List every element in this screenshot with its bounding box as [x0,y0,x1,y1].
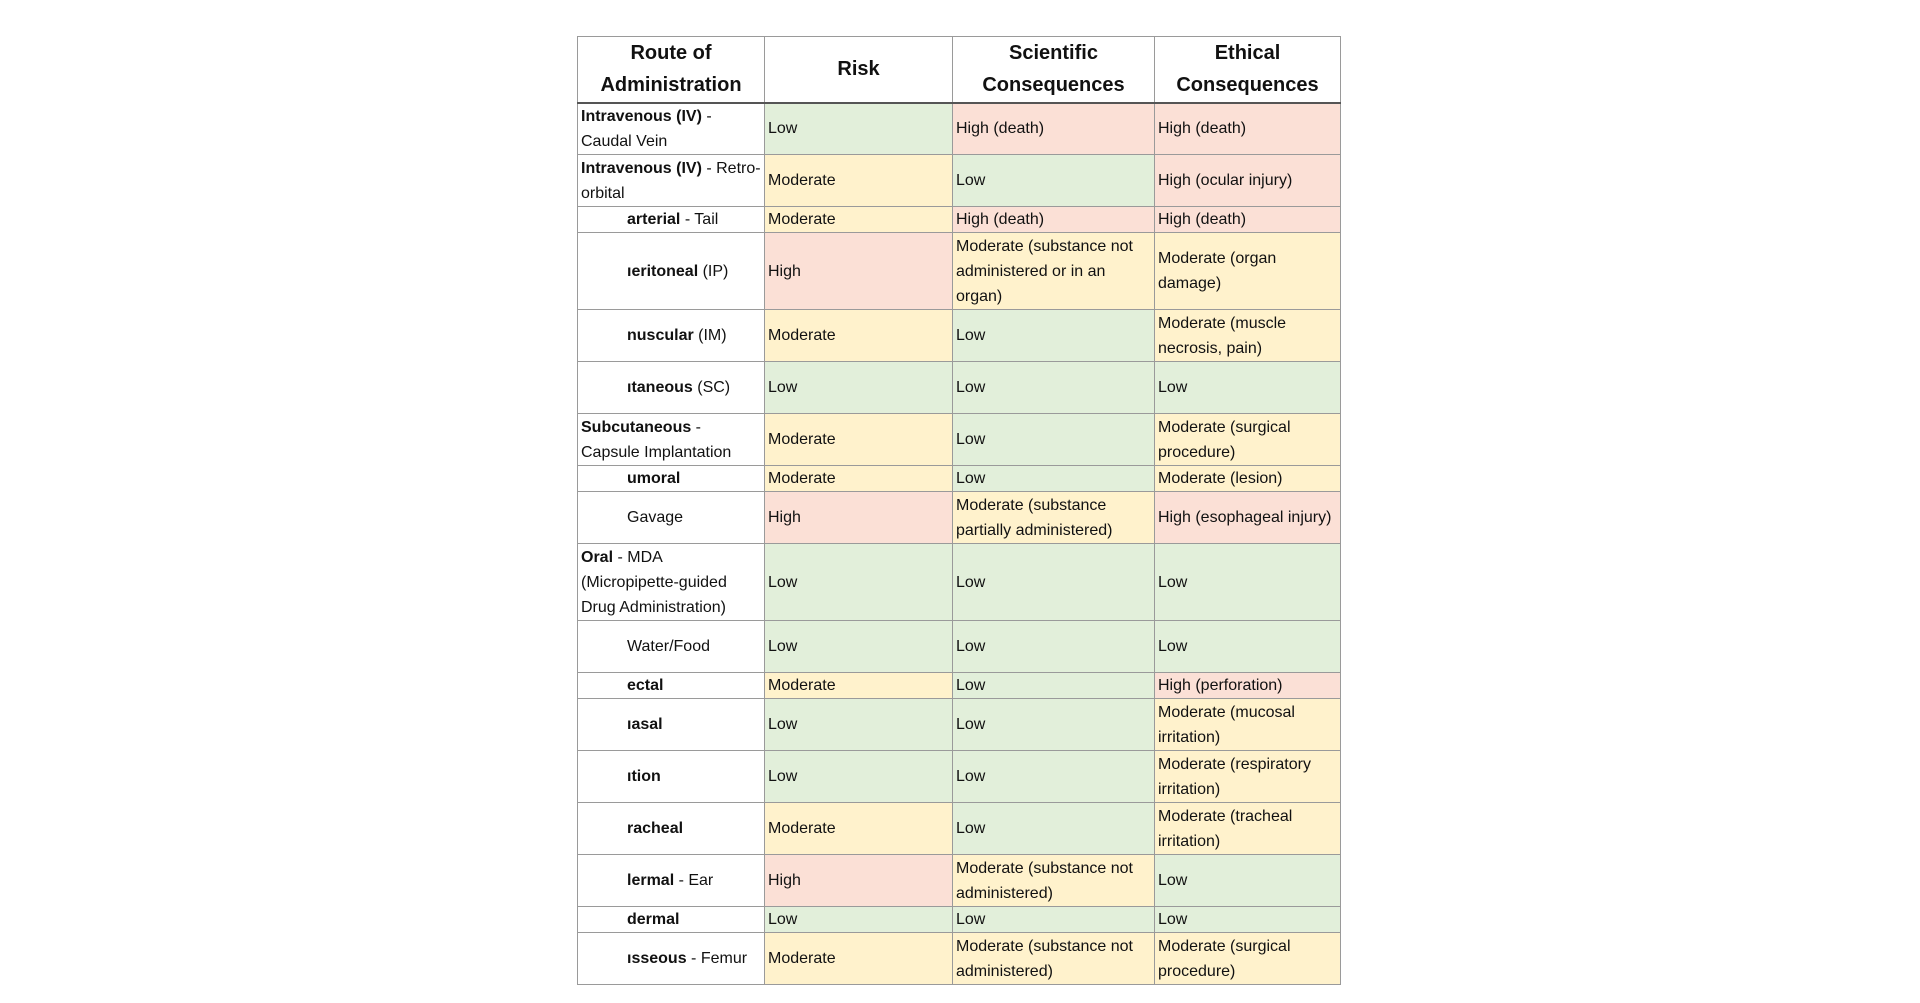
route-cell [578,544,765,621]
ethical-consequence-cell: High (perforation) [1155,673,1341,699]
scientific-consequence-cell: Low [953,699,1155,751]
ethical-consequence-cell: High (ocular injury) [1155,155,1341,207]
route-detail: - Retro-orbital [581,159,761,202]
table-row [578,362,1341,414]
risk-cell: High [765,492,953,544]
ethical-consequence-cell: Moderate (organ damage) [1155,233,1341,310]
table-row [578,310,1341,362]
route-detail: Water/Food [627,638,710,655]
table-row [578,699,1341,751]
risk-cell: Low [765,621,953,673]
scientific-consequence-cell: Low [953,414,1155,466]
route-risk-table [577,36,1341,985]
route-name: nuscular [627,327,694,344]
table-body [578,103,1341,985]
route-cell [578,673,765,699]
route-cell [578,907,765,933]
scientific-consequence-cell: Low [953,544,1155,621]
ethical-consequence-cell: High (death) [1155,103,1341,155]
table-header-row [578,37,1341,103]
scientific-consequence-cell: Low [953,673,1155,699]
table-row [578,155,1341,207]
risk-cell: Moderate [765,803,953,855]
ethical-consequence-cell: High (esophageal injury) [1155,492,1341,544]
risk-cell: Moderate [765,933,953,985]
scientific-consequence-cell: High (death) [953,103,1155,155]
route-name: arterial [627,211,681,228]
route-cell [578,103,765,155]
ethical-consequence-cell: Low [1155,362,1341,414]
ethical-consequence-cell: Moderate (surgical procedure) [1155,414,1341,466]
header-risk: Risk [765,37,953,103]
scientific-consequence-cell: Moderate (substance not administered or in an organ) [953,233,1155,310]
route-name: ısseous [627,950,687,967]
route-name: ıasal [627,716,663,733]
scientific-consequence-cell: High (death) [953,207,1155,233]
route-cell [578,362,765,414]
route-cell [578,466,765,492]
route-cell [578,155,765,207]
ethical-consequence-cell: Moderate (tracheal irritation) [1155,803,1341,855]
table-row [578,855,1341,907]
risk-cell: High [765,855,953,907]
risk-cell: Low [765,362,953,414]
risk-cell: Low [765,699,953,751]
route-detail: (IP) [698,262,729,280]
route-name: ıeritoneal [627,262,699,280]
route-detail: - Caudal Vein [581,107,712,150]
scientific-consequence-cell: Low [953,907,1155,933]
route-detail: - Ear [674,872,714,889]
header-scientific-consequences: Scientific Consequences [953,37,1155,103]
route-cell [578,855,765,907]
route-name: umoral [627,470,681,487]
ethical-consequence-cell: Low [1155,855,1341,907]
header-ethical-consequences: Ethical Consequences [1155,37,1341,103]
route-name: lermal [627,872,675,889]
table-row [578,907,1341,933]
table-row [578,803,1341,855]
scientific-consequence-cell: Low [953,621,1155,673]
scientific-consequence-cell: Low [953,310,1155,362]
route-name: racheal [627,820,684,837]
route-cell [578,233,765,310]
risk-cell: Moderate [765,155,953,207]
route-cell [578,803,765,855]
route-cell [578,933,765,985]
risk-cell: Moderate [765,673,953,699]
route-name: ıtion [627,768,661,785]
ethical-consequence-cell: Moderate (lesion) [1155,466,1341,492]
route-name: Intravenous (IV) [581,107,702,125]
route-detail: - Femur [686,950,748,967]
route-name: ıtaneous [627,379,693,396]
route-cell [578,492,765,544]
route-name: Oral [581,548,614,566]
route-cell [578,207,765,233]
ethical-consequence-cell: Low [1155,907,1341,933]
route-detail: - Capsule Implantation [581,418,732,461]
scientific-consequence-cell: Low [953,466,1155,492]
risk-cell: Low [765,907,953,933]
route-name: ectal [627,677,664,694]
table-row [578,233,1341,310]
table-row [578,466,1341,492]
risk-cell: Moderate [765,414,953,466]
ethical-consequence-cell: Moderate (surgical procedure) [1155,933,1341,985]
table-row [578,751,1341,803]
route-detail: (IM) [693,327,727,344]
route-name: dermal [627,911,680,928]
header-route: Route of Administration [578,37,765,103]
scientific-consequence-cell: Low [953,803,1155,855]
route-cell [578,699,765,751]
risk-cell: Low [765,103,953,155]
scientific-consequence-cell: Moderate (substance partially administered) [953,492,1155,544]
table-row [578,673,1341,699]
route-table-sheet [577,36,1341,985]
route-detail: Gavage [627,509,684,526]
ethical-consequence-cell: Low [1155,544,1341,621]
table-row [578,544,1341,621]
ethical-consequence-cell: High (death) [1155,207,1341,233]
ethical-consequence-cell: Moderate (respiratory irritation) [1155,751,1341,803]
risk-cell: Moderate [765,310,953,362]
table-row [578,414,1341,466]
scientific-consequence-cell: Low [953,751,1155,803]
ethical-consequence-cell: Moderate (mucosal irritation) [1155,699,1341,751]
route-cell [578,621,765,673]
risk-cell: Low [765,751,953,803]
route-cell [578,751,765,803]
route-detail: - MDA (Micropipette-guided Drug Administration) [581,548,727,616]
route-name: Subcutaneous [581,418,692,436]
ethical-consequence-cell: Moderate (muscle necrosis, pain) [1155,310,1341,362]
scientific-consequence-cell: Moderate (substance not administered) [953,855,1155,907]
route-cell [578,414,765,466]
scientific-consequence-cell: Moderate (substance not administered) [953,933,1155,985]
table-row [578,621,1341,673]
table-row [578,933,1341,985]
route-name: Intravenous (IV) [581,159,702,177]
table-row [578,103,1341,155]
table-row [578,207,1341,233]
risk-cell: Moderate [765,466,953,492]
route-cell [578,310,765,362]
scientific-consequence-cell: Low [953,155,1155,207]
risk-cell: Moderate [765,207,953,233]
route-detail: (SC) [692,379,731,396]
risk-cell: Low [765,544,953,621]
risk-cell: High [765,233,953,310]
table-row [578,492,1341,544]
scientific-consequence-cell: Low [953,362,1155,414]
route-detail: - Tail [680,211,719,228]
ethical-consequence-cell: Low [1155,621,1341,673]
